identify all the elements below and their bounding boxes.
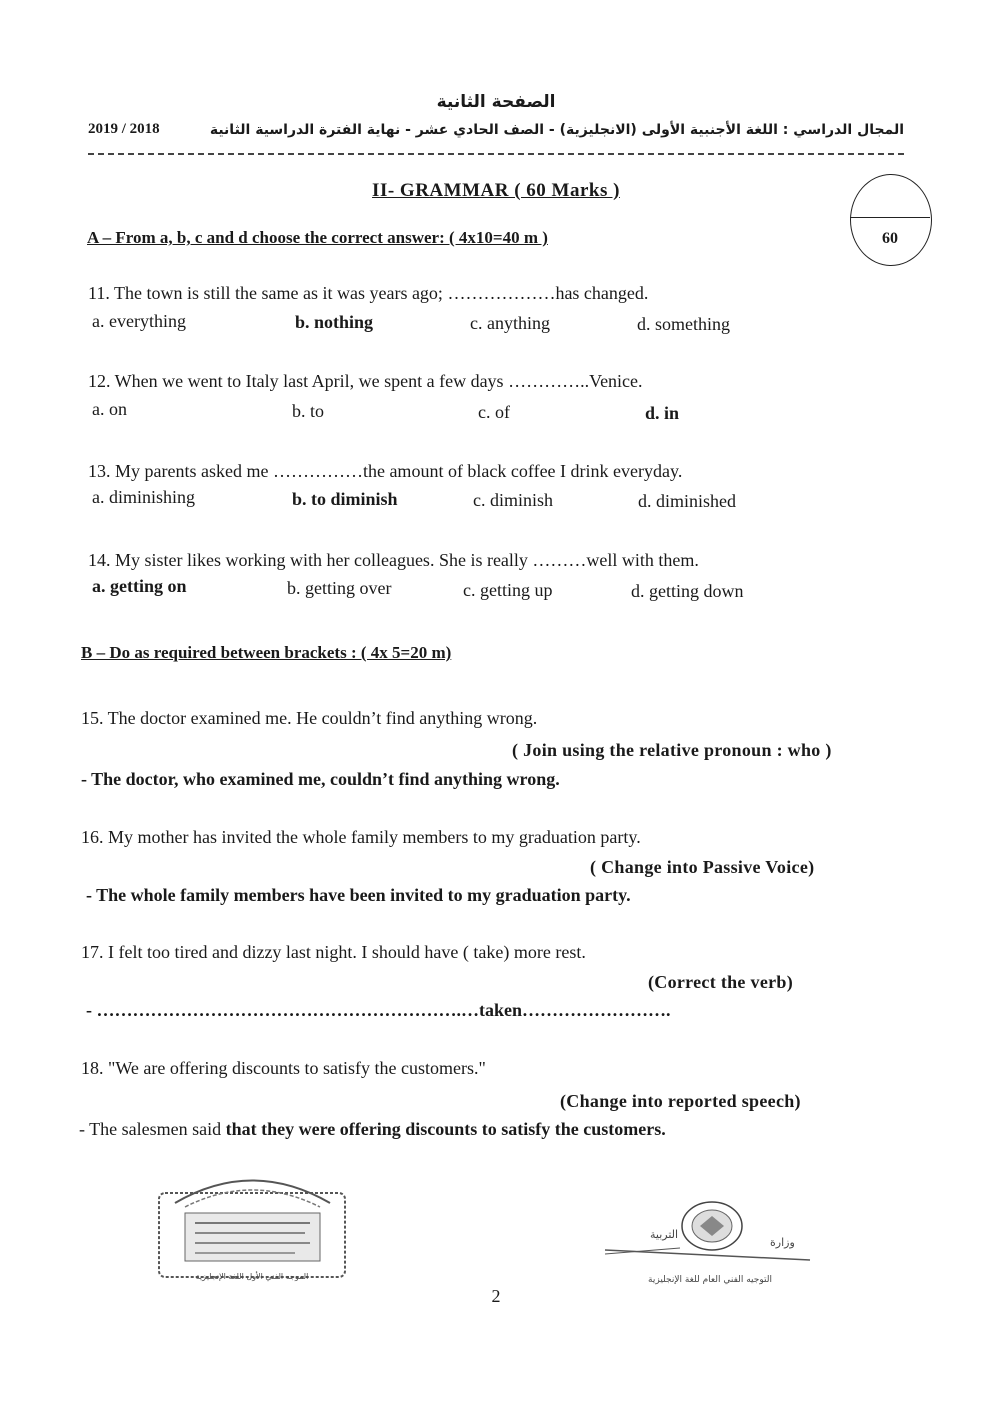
q16-instruction: ( Change into Passive Voice) (590, 857, 815, 877)
q18-answer-body: that they were offering discounts to satisfy the customers. (225, 1119, 666, 1139)
q11-option-c: c. anything (470, 313, 550, 333)
q14-option-b: b. getting over (287, 578, 392, 598)
seal-caption: التوجيه الفني العام للغة الإنجليزية (648, 1275, 772, 1285)
q11-option-a: a. everything (92, 311, 186, 331)
q11-option-d: d. something (637, 314, 730, 334)
question-11: 11. The town is still the same as it was years ago; ………………has changed. (88, 283, 649, 303)
q14-option-a: a. getting on (92, 576, 187, 596)
q18-answer (79, 1119, 666, 1140)
q12-option-a: a. on (92, 399, 127, 419)
seal-text-left: وزارة (770, 1236, 795, 1249)
q17-instruction: (Correct the verb) (648, 972, 793, 992)
score-divider (850, 217, 930, 218)
q11-option-b: b. nothing (295, 312, 374, 332)
question-17: 17. I felt too tired and dizzy last night. I should have ( take) more rest. (81, 942, 586, 962)
score-box (850, 174, 932, 266)
q13-option-d: d. diminished (638, 491, 736, 511)
q17-answer: - …………………………………………………….…taken……………………. (86, 1000, 671, 1020)
section-title: II- GRAMMAR ( 60 Marks ) (372, 180, 620, 201)
page-number: 2 (491, 1286, 501, 1306)
school-stamp (155, 1163, 350, 1283)
q14-option-d: d. getting down (631, 581, 744, 601)
q14-option-c: c. getting up (463, 580, 553, 600)
page-label-arabic: الصفحة الثانية (436, 92, 556, 112)
stamp-caption: الموجه الفني الأول اللغة الإنجليزية (195, 1272, 309, 1281)
question-18: 18. "We are offering discounts to satisfy the customers." (81, 1058, 486, 1078)
header-divider (88, 153, 904, 155)
q13-option-a: a. diminishing (92, 487, 195, 507)
score-total: 60 (882, 230, 898, 247)
q18-instruction: (Change into reported speech) (560, 1091, 801, 1111)
academic-year: 2019 / 2018 (88, 121, 160, 137)
q15-answer: - The doctor, who examined me, couldn’t find anything wrong. (81, 769, 560, 789)
q18-answer-lead: - The salesmen said (79, 1119, 222, 1139)
subject-line-arabic: المجال الدراسي : اللغة الأجنبية الأولى (الانجليزية) - الصف الحادي عشر - نهاية الفترة الدراسية الثانية (209, 122, 904, 138)
question-13: 13. My parents asked me ……………the amount of black coffee I drink everyday. (88, 461, 683, 481)
part-a-heading: A – From a, b, c and d choose the correct answer: ( 4x10=40 m ) (87, 228, 548, 247)
q12-option-b: b. to (292, 401, 325, 421)
q15-instruction: ( Join using the relative pronoun : who ) (512, 740, 832, 760)
part-b-heading: B – Do as required between brackets : ( 4x 5=20 m) (81, 643, 452, 662)
question-16: 16. My mother has invited the whole family members to my graduation party. (81, 827, 641, 847)
q13-option-c: c. diminish (473, 490, 553, 510)
question-14: 14. My sister likes working with her colleagues. She is really ………well with them. (88, 550, 699, 570)
question-12: 12. When we went to Italy last April, we spent a few days …………..Venice. (88, 371, 643, 391)
q16-answer: - The whole family members have been invited to my graduation party. (86, 885, 631, 905)
q12-option-d: d. in (645, 403, 680, 423)
seal-text-right: التربية (650, 1228, 679, 1241)
question-15: 15. The doctor examined me. He couldn’t find anything wrong. (81, 708, 538, 728)
ministry-seal (600, 1198, 825, 1288)
q13-option-b: b. to diminish (292, 489, 398, 509)
q12-option-c: c. of (478, 402, 510, 422)
